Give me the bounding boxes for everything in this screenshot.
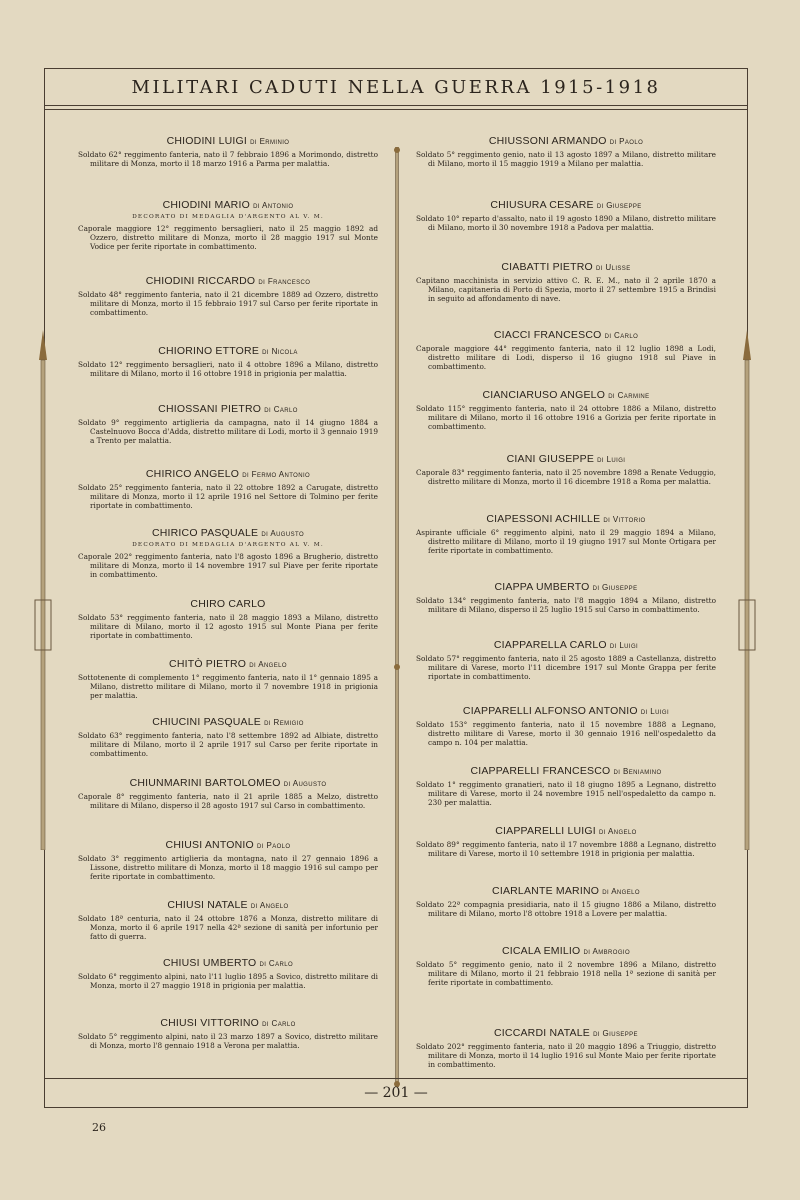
entry-text: Caporale maggiore 12° reggimento bersaglieri, nato il 25 maggio 1892 ad Ozzero, distretto militare di Monza, morto il 28 maggio 1917 sul Monte Vodice per ferite riportate in combattimento. bbox=[78, 224, 378, 252]
entry-text: Soldato 6° reggimento alpini, nato l'11 luglio 1895 a Sovico, distretto militare di Monza, morto il 27 maggio 1918 in prigionia per malattia. bbox=[78, 972, 378, 991]
entry-text: Soldato 12° reggimento bersaglieri, nato il 4 ottobre 1896 a Milano, distretto militare di Milano, morto il 16 ottobre 1918 in prigionia per malattia. bbox=[78, 360, 378, 379]
entry-text: Sottotenente di complemento 1° reggimento fanteria, nato il 1° gennaio 1895 a Milano, distretto militare di Milano, morto il 7 novembre 1918 in prigionia per malattia. bbox=[78, 673, 378, 701]
entry-name: CHIODINI RICCARDO bbox=[145, 275, 256, 287]
entry-father: di Paolo bbox=[609, 137, 644, 146]
entry-father: di Remigio bbox=[264, 718, 304, 727]
entry-text: Soldato 153° reggimento fanteria, nato il 15 novembre 1888 a Legnano, distretto militare di Varese, morto il 30 gennaio 1916 nell'ospedaletto da campo n. 104 per malattia. bbox=[416, 720, 716, 748]
entry-father: di Angelo bbox=[249, 660, 287, 669]
list-item bbox=[416, 513, 716, 556]
entry-father: di Angelo bbox=[602, 887, 640, 896]
entry-text: Soldato 3° reggimento artiglieria da montagna, nato il 27 gennaio 1896 a Lissone, distretto militare di Monza, morto il 18 maggio 1916 sul campo per ferite riportate in combattimento. bbox=[78, 854, 378, 882]
entry-name: CIAPPARELLA CARLO bbox=[493, 639, 607, 651]
entry-name: CIAPPARELLI ALFONSO ANTONIO bbox=[462, 705, 638, 717]
entry-text: Caporale 8° reggimento fanteria, nato il 21 aprile 1885 a Melzo, distretto militare di Milano, disperso il 28 agosto 1917 sul Carso in combattimento. bbox=[78, 792, 378, 811]
entry-father: di Fermo Antonio bbox=[242, 470, 311, 479]
footer-rule bbox=[45, 1078, 747, 1079]
right-lance-ornament bbox=[736, 330, 758, 850]
entry-name: CHIUSI VITTORINO bbox=[160, 1017, 259, 1029]
list-item bbox=[416, 199, 716, 232]
entry-father: di Angelo bbox=[250, 901, 289, 910]
list-item bbox=[416, 1027, 716, 1070]
page-number: — 201 — bbox=[364, 1085, 428, 1101]
entry-father: di Erminio bbox=[250, 137, 290, 146]
entry-text: Soldato 202° reggimento fanteria, nato il 20 maggio 1896 a Triuggio, distretto militare di Monza, morto il 14 luglio 1916 sul Monte Maio per ferite riportate in combattimento. bbox=[416, 1042, 716, 1070]
entry-name: CIABATTI PIETRO bbox=[501, 261, 593, 273]
list-item bbox=[416, 135, 716, 168]
entry-father: di Luigi bbox=[597, 455, 626, 464]
list-item bbox=[78, 1017, 378, 1050]
list-item bbox=[416, 581, 716, 614]
entry-text: Capitano macchinista in servizio attivo C. R. E. M., nato il 2 aprile 1870 a Milano, capitaneria di Porto di Spezia, morto il 27 settembre 1915 a Brindisi in seguito ad affondamento di nave. bbox=[416, 276, 716, 304]
list-item bbox=[416, 945, 716, 988]
entry-name: CHIOSSANI PIETRO bbox=[158, 403, 262, 415]
title-rule bbox=[45, 109, 747, 110]
entry-father: di Carmine bbox=[608, 391, 650, 400]
entry-name: CHITÒ PIETRO bbox=[169, 658, 247, 670]
entry-text: Soldato 5° reggimento genio, nato il 2 novembre 1896 a Milano, distretto militare di Milano, morto il 21 febbraio 1918 nella 1ª sezione di sanità per ferite riportate in combattimento. bbox=[416, 960, 716, 988]
list-item bbox=[416, 639, 716, 682]
entry-father: di Carlo bbox=[264, 405, 298, 414]
entry-name: CHIUCINI PASQUALE bbox=[152, 716, 261, 728]
entry-name: CHIUSURA CESARE bbox=[490, 199, 594, 211]
entry-father: di Carlo bbox=[604, 331, 639, 340]
entry-name: CHIORINO ETTORE bbox=[158, 345, 260, 357]
entry-text: Soldato 48° reggimento fanteria, nato il 21 dicembre 1889 ad Ozzero, distretto militare di Monza, morto il 15 febbraio 1917 sul Carso per ferite riportate in combattimento. bbox=[78, 290, 378, 318]
entry-text: Soldato 57° reggimento fanteria, nato il 25 agosto 1889 a Castellanza, distretto militare di Varese, morto l'11 dicembre 1917 sul Monte Grappa per ferite riportate in combattimento. bbox=[416, 654, 716, 682]
list-item bbox=[78, 275, 378, 318]
page-frame bbox=[44, 68, 748, 1108]
entry-name: CIANI GIUSEPPE bbox=[506, 453, 595, 465]
list-item bbox=[416, 825, 716, 858]
list-item bbox=[416, 261, 716, 304]
entry-father: di Giuseppe bbox=[593, 1029, 638, 1038]
entry-text: Soldato 115° reggimento fanteria, nato il 24 ottobre 1886 a Milano, distretto militare di Milano, morto il 16 ottobre 1916 a Gorizia per ferite riportate in combattimento. bbox=[416, 404, 716, 432]
list-item bbox=[78, 135, 378, 168]
entry-name: CHIUSI ANTONIO bbox=[165, 839, 254, 851]
entry-name: CICCARDI NATALE bbox=[494, 1027, 590, 1039]
entry-name: CHIUSI UMBERTO bbox=[162, 957, 257, 969]
list-item bbox=[78, 957, 378, 990]
entry-father: di Luigi bbox=[640, 707, 670, 716]
list-item bbox=[416, 885, 716, 918]
entry-text: Soldato 1° reggimento granatieri, nato il 18 giugno 1895 a Legnano, distretto militare di Varese, morto il 24 novembre 1915 nell'ospedaletto da campo n. 230 per malattia. bbox=[416, 780, 716, 808]
entry-text: Aspirante ufficiale 6° reggimento alpini, nato il 29 maggio 1894 a Milano, distretto militare di Milano, morto il 19 giugno 1917 sul Monte Ortigara per ferite riportate in combattimento. bbox=[416, 528, 716, 556]
entry-decoration: DECORATO DI MEDAGLIA D'ARGENTO AL V. M. bbox=[132, 214, 324, 220]
center-column-ornament bbox=[394, 147, 400, 1087]
list-item bbox=[78, 716, 378, 759]
entry-text: Caporale maggiore 44° reggimento fanteria, nato il 12 luglio 1898 a Lodi, distretto militare di Lodi, disperso il 16 giugno 1918 sul Piave in combattimento. bbox=[416, 344, 716, 372]
list-item bbox=[416, 329, 716, 372]
list-item bbox=[78, 658, 378, 701]
entry-father: di Angelo bbox=[599, 827, 637, 836]
entry-father: di Carlo bbox=[259, 959, 294, 968]
list-item bbox=[416, 389, 716, 432]
list-item bbox=[78, 527, 378, 580]
entry-father: di Vittorio bbox=[603, 515, 646, 524]
entry-text: Soldato 89° reggimento fanteria, nato il 17 novembre 1888 a Legnano, distretto militare di Varese, morto il 10 settembre 1918 in prigionia per malattia. bbox=[416, 840, 716, 859]
entry-text: Soldato 22ª compagnia presidiaria, nato il 15 giugno 1886 a Milano, distretto militare di Milano, morto l'8 ottobre 1918 a Lovere per malattia. bbox=[416, 900, 716, 919]
entry-name: CIAPPA UMBERTO bbox=[494, 581, 590, 593]
entry-text: Soldato 25° reggimento fanteria, nato il 22 ottobre 1892 a Carugate, distretto militare di Monza, morto il 12 aprile 1916 nel Settore di Tolmino per ferite riportate in combattimento. bbox=[78, 483, 378, 511]
entry-name: CHIODINI MARIO bbox=[162, 199, 250, 211]
entry-name: CHIRICO PASQUALE bbox=[151, 527, 259, 539]
entry-text: Caporale 83° reggimento fanteria, nato il 25 novembre 1898 a Renate Veduggio, distretto militare di Monza, morto il 16 dicembre 1918 a Roma per malattia. bbox=[416, 468, 716, 487]
entry-name: CIARLANTE MARINO bbox=[492, 885, 600, 897]
entry-father: di Giuseppe bbox=[596, 201, 642, 210]
entry-name: CHIUSSONI ARMANDO bbox=[488, 135, 607, 147]
entry-father: di Augusto bbox=[283, 779, 327, 788]
entry-text: Soldato 53° reggimento fanteria, nato il 28 maggio 1893 a Milano, distretto militare di Milano, morto il 12 agosto 1915 sul Monte Piana per ferite riportate in combattimento. bbox=[78, 613, 378, 641]
entry-father: di Beniamino bbox=[613, 767, 662, 776]
list-item bbox=[416, 453, 716, 486]
entry-father: di Carlo bbox=[262, 1019, 296, 1028]
entry-name: CICALA EMILIO bbox=[501, 945, 581, 957]
entry-text: Soldato 63° reggimento fanteria, nato l'8 settembre 1892 ad Albiate, distretto militare di Milano, morto il 2 aprile 1917 sul Carso per ferite riportate in combattimento. bbox=[78, 731, 378, 759]
entry-name: CHIRO CARLO bbox=[190, 598, 266, 610]
entry-father: di Augusto bbox=[261, 529, 305, 538]
entry-name: CIACCI FRANCESCO bbox=[493, 329, 602, 341]
list-item bbox=[78, 345, 378, 378]
entry-name: CIANCIARUSO ANGELO bbox=[482, 389, 606, 401]
entry-text: Soldato 9° reggimento artiglieria da campagna, nato il 14 giugno 1884 a Castelnuovo Bocca d'Adda, distretto militare di Lodi, morto il 3 gennaio 1919 a Trento per malattia. bbox=[78, 418, 378, 446]
entry-father: di Giuseppe bbox=[592, 583, 638, 592]
list-item bbox=[78, 839, 378, 882]
entry-father: di Luigi bbox=[609, 641, 639, 650]
entry-father: di Francesco bbox=[258, 277, 311, 286]
entry-father: di Ambrogio bbox=[583, 947, 631, 956]
entry-name: CHIUSI NATALE bbox=[167, 899, 248, 911]
entry-father: di Nicola bbox=[262, 347, 298, 356]
entry-father: di Antonio bbox=[253, 201, 294, 210]
left-lance-ornament bbox=[32, 330, 54, 850]
list-item bbox=[78, 468, 378, 511]
entry-text: Soldato 18ª centuria, nato il 24 ottobre 1876 a Monza, distretto militare di Monza, morto il 6 aprile 1917 nella 42ª sezione di sanità per infortunio per fatto di guerra. bbox=[78, 914, 378, 942]
entry-name: CIAPPARELLI FRANCESCO bbox=[470, 765, 611, 777]
entry-text: Soldato 5° reggimento genio, nato il 13 agosto 1897 a Milano, distretto militare di Milano, morto il 15 maggio 1919 a Milano per malattia. bbox=[416, 150, 716, 169]
print-mark: 26 bbox=[92, 1121, 106, 1134]
entry-text: Soldato 10° reparto d'assalto, nato il 19 agosto 1890 a Milano, distretto militare di Milano, morto il 30 novembre 1918 a Padova per malattia. bbox=[416, 214, 716, 233]
entry-decoration: DECORATO DI MEDAGLIA D'ARGENTO AL V. M. bbox=[132, 542, 324, 548]
list-item bbox=[78, 403, 378, 446]
list-item bbox=[416, 705, 716, 748]
list-item bbox=[416, 765, 716, 808]
entry-text: Soldato 5° reggimento alpini, nato il 23 marzo 1897 a Sovico, distretto militare di Monza, morto l'8 gennaio 1918 a Verona per malattia. bbox=[78, 1032, 378, 1051]
entry-name: CIAPESSONI ACHILLE bbox=[486, 513, 601, 525]
entry-text: Soldato 62° reggimento fanteria, nato il 7 febbraio 1896 a Morimondo, distretto militare di Monza, morto il 18 marzo 1916 a Parma per malattia. bbox=[78, 150, 378, 169]
list-item bbox=[78, 899, 378, 942]
entry-text: Caporale 202° reggimento fanteria, nato l'8 agosto 1896 a Brugherio, distretto militare di Monza, morto il 14 novembre 1917 sul Piave per ferite riportate in combattimento. bbox=[78, 552, 378, 580]
entry-name: CHIUNMARINI BARTOLOMEO bbox=[129, 777, 281, 789]
entry-text: Soldato 134° reggimento fanteria, nato l'8 maggio 1894 a Milano, distretto militare di Milano, disperso il 25 luglio 1915 sul Carso in combattimento. bbox=[416, 596, 716, 615]
page-title: MILITARI CADUTI NELLA GUERRA 1915-1918 bbox=[45, 69, 747, 106]
list-item bbox=[78, 199, 378, 252]
list-item bbox=[78, 777, 378, 810]
entry-father: di Ulisse bbox=[595, 263, 631, 272]
entry-name: CHIRICO ANGELO bbox=[145, 468, 240, 480]
entry-name: CHIODINI LUIGI bbox=[166, 135, 248, 147]
entry-father: di Paolo bbox=[257, 841, 291, 850]
list-item bbox=[78, 598, 378, 641]
entry-name: CIAPPARELLI LUIGI bbox=[495, 825, 596, 837]
